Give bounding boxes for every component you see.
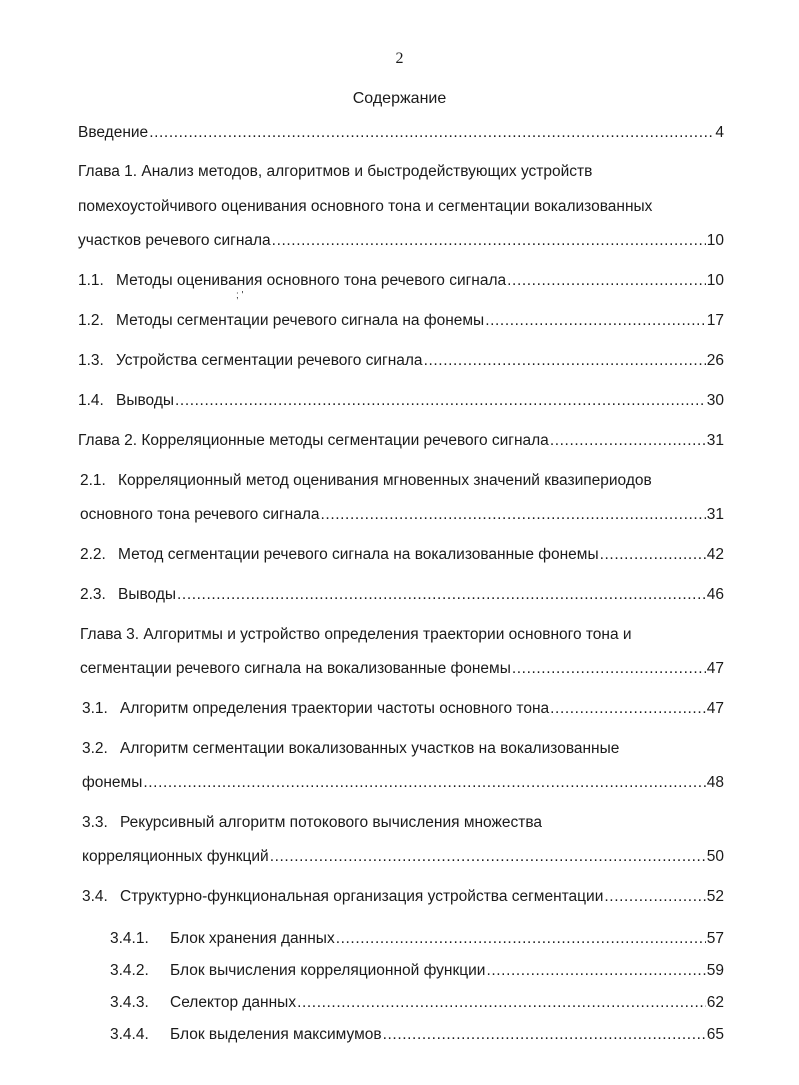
dot-leader: [270, 848, 706, 866]
toc-section-3-4[interactable]: [82, 888, 724, 906]
toc-section-3-3-line-1[interactable]: [82, 814, 542, 832]
toc-entry-page: 48: [706, 774, 724, 791]
section-number: 2.1.: [80, 472, 106, 489]
dot-leader: [149, 124, 714, 142]
toc-entry-page: 30: [706, 392, 724, 409]
toc-entry-page: 57: [706, 930, 724, 947]
toc-entry-page: 17: [706, 312, 724, 329]
toc-section-3-2-line-1[interactable]: [82, 740, 619, 758]
toc-entry-text: Метод сегментации речевого сигнала на вокализованные фонемы: [118, 546, 599, 563]
dot-leader: [507, 272, 706, 290]
toc-entry-text: Введение: [78, 124, 149, 141]
section-number: 1.1.: [78, 272, 104, 289]
toc-entry-text: Блок хранения данных: [170, 930, 335, 947]
section-number: 3.2.: [82, 740, 108, 757]
dot-leader: [272, 232, 706, 250]
dot-leader: [143, 774, 705, 792]
dot-leader: [177, 586, 706, 604]
toc-section-3-4-4[interactable]: [110, 1026, 724, 1044]
toc-entry-page: 31: [706, 506, 724, 523]
toc-entry-text: фонемы: [82, 774, 143, 791]
toc-chapter-1-line-1[interactable]: Глава 1. Анализ методов, алгоритмов и быстродействующих устройств: [78, 163, 593, 180]
dot-leader: [321, 506, 706, 524]
toc-entry-text: Выводы: [118, 586, 177, 603]
toc-entry-page: 10: [706, 272, 724, 289]
dot-leader: [424, 352, 706, 370]
dot-leader: [383, 1026, 706, 1044]
toc-entry-text: Рекурсивный алгоритм потокового вычисления множества: [120, 814, 543, 831]
toc-entry-page: 31: [706, 432, 724, 449]
section-number: 3.4.: [82, 888, 108, 905]
toc-entry-page: 46: [706, 586, 724, 603]
section-number: 3.4.3.: [110, 994, 149, 1011]
toc-chapter-2[interactable]: [78, 432, 724, 450]
toc-entry-page: 4: [715, 124, 724, 141]
scan-mark: ; ': [236, 290, 244, 301]
toc-entry-page: 50: [706, 848, 724, 865]
dot-leader: [175, 392, 706, 410]
toc-section-3-2[interactable]: [82, 774, 724, 792]
toc-entry-page: 10: [706, 232, 724, 249]
toc-entry-text: Методы оценивания основного тона речевого сигнала: [116, 272, 507, 289]
dot-leader: [604, 888, 705, 906]
toc-entry-text: сегментации речевого сигнала на вокализованные фонемы: [80, 660, 511, 677]
dot-leader: [297, 994, 706, 1012]
toc-chapter-1[interactable]: [78, 232, 724, 250]
toc-entry-text: Выводы: [116, 392, 175, 409]
dot-leader: [512, 660, 706, 678]
toc-entry-text: корреляционных функций: [82, 848, 269, 865]
toc-entry-text: Блок вычисления корреляционной функции: [170, 962, 486, 979]
toc-section-2-3[interactable]: [80, 586, 724, 604]
dot-leader: [550, 700, 706, 718]
toc-section-2-2[interactable]: [80, 546, 724, 564]
toc-entry-text: Структурно-функциональная организация устройства сегментации: [120, 888, 604, 905]
toc-entry-text: участков речевого сигнала: [78, 232, 271, 249]
section-number: 3.3.: [82, 814, 108, 831]
toc-entry-text: Методы сегментации речевого сигнала на фонемы: [116, 312, 485, 329]
toc-entry-intro[interactable]: [78, 124, 724, 142]
toc-entry-page: 47: [706, 700, 724, 717]
dot-leader: [485, 312, 706, 330]
toc-entry-page: 52: [706, 888, 724, 905]
toc-entry-text: Блок выделения максимумов: [170, 1026, 382, 1043]
section-number: 2.3.: [80, 586, 106, 603]
toc-section-3-1[interactable]: [82, 700, 724, 718]
section-number: 3.4.2.: [110, 962, 149, 979]
toc-section-3-4-2[interactable]: [110, 962, 724, 980]
section-number: 2.2.: [80, 546, 106, 563]
section-number: 1.4.: [78, 392, 104, 409]
section-number: 3.1.: [82, 700, 108, 717]
section-number: 1.2.: [78, 312, 104, 329]
toc-entry-text: Селектор данных: [170, 994, 297, 1011]
page-number: 2: [395, 50, 404, 67]
toc-entry-text: Устройства сегментации речевого сигнала: [116, 352, 423, 369]
toc-entry-page: 65: [706, 1026, 724, 1043]
toc-entry-page: 59: [706, 962, 724, 979]
toc-entry-text: Алгоритм определения траектории частоты основного тона: [120, 700, 550, 717]
toc-entry-text: основного тона речевого сигнала: [80, 506, 320, 523]
toc-entry-page: 26: [706, 352, 724, 369]
toc-entry-page: 47: [706, 660, 724, 677]
dot-leader: [600, 546, 706, 564]
toc-entry-page: 42: [706, 546, 724, 563]
toc-section-1-4[interactable]: [78, 392, 724, 410]
toc-section-1-2[interactable]: [78, 312, 724, 330]
section-number: 3.4.4.: [110, 1026, 149, 1043]
toc-chapter-3[interactable]: [80, 660, 724, 678]
toc-section-3-3[interactable]: [82, 848, 724, 866]
toc-chapter-1-line-2[interactable]: помехоустойчивого оценивания основного тона и сегментации вокализованных: [78, 198, 653, 215]
toc-entry-text: Алгоритм сегментации вокализованных участков на вокализованные: [120, 740, 620, 757]
toc-section-1-1[interactable]: [78, 272, 724, 290]
dot-leader: [486, 962, 705, 980]
toc-entry-page: 62: [706, 994, 724, 1011]
section-number: 3.4.1.: [110, 930, 149, 947]
dot-leader: [550, 432, 706, 450]
toc-entry-text: Глава 2. Корреляционные методы сегментации речевого сигнала: [78, 432, 549, 449]
toc-section-3-4-3[interactable]: [110, 994, 724, 1012]
toc-entry-text: Корреляционный метод оценивания мгновенных значений квазипериодов: [118, 472, 652, 489]
toc-section-2-1[interactable]: [80, 506, 724, 524]
toc-chapter-3-line-1[interactable]: Глава 3. Алгоритмы и устройство определения траектории основного тона и: [80, 626, 632, 643]
toc-section-2-1-line-1[interactable]: [80, 472, 652, 490]
section-number: 1.3.: [78, 352, 104, 369]
toc-section-1-3[interactable]: [78, 352, 724, 370]
toc-section-3-4-1[interactable]: [110, 930, 724, 948]
dot-leader: [336, 930, 706, 948]
toc-title: Содержание: [352, 90, 447, 107]
